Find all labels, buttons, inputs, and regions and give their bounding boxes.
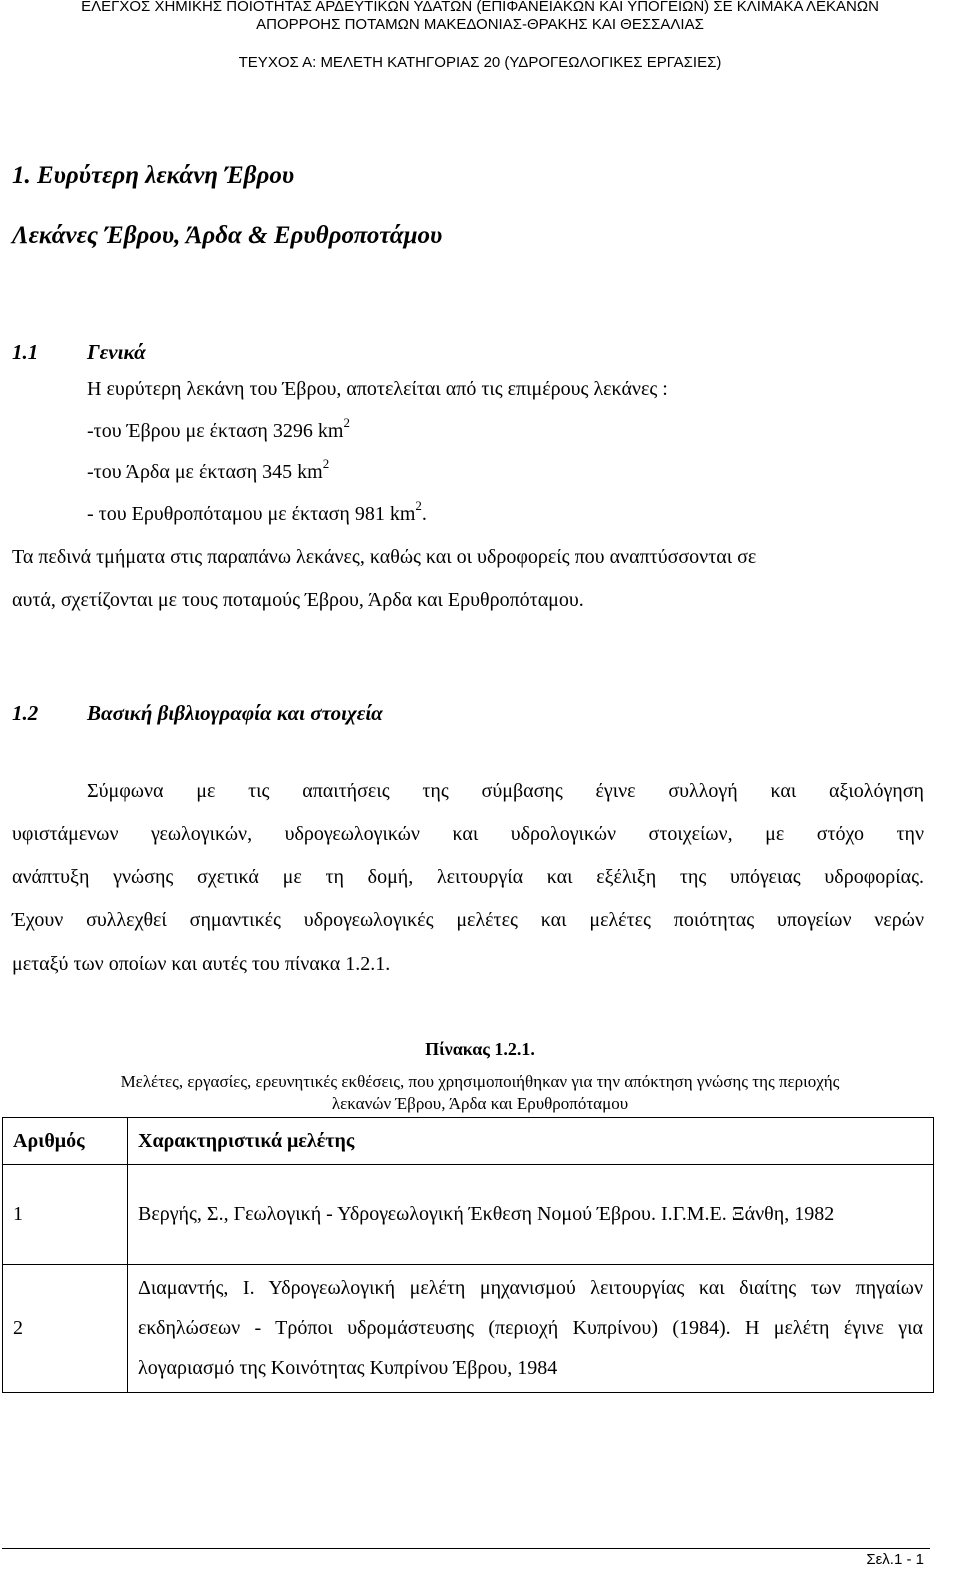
section-1-2-line-5: μεταξύ των οποίων και αυτές του πίνακα 1.2.1. [12,953,391,975]
section-1-2-number: 1.2 [12,701,39,725]
section-1-2-line-1: Σύμφωνα με τις απαιτήσεις της σύμβασης έγινε συλλογή και αξιολόγηση [87,780,924,802]
section-1-1-number: 1.1 [12,340,39,364]
column-header-description: Χαρακτηριστικά μελέτης [128,1118,934,1165]
row-description: Διαμαντής, Ι. Υδρογεωλογική μελέτη μηχανισμού λειτουργίας και διαίτης των πηγαίων εκδηλώσεων - Τρόποι υδρομάστευσης (περιοχή Κυπρίνου) (1984). Η μελέτη έγινε για λογαριασμό της Κοινότητας Κυπρίνου Έβρου, 1984 [128,1265,934,1393]
basin-evros: -του Έβρου με έκταση 3296 $km^2$ [87,415,350,442]
section-1-1-title: Γενικά [87,340,146,364]
table-header-row [3,1118,934,1165]
table-row [3,1165,934,1265]
section-1-2-line-3: ανάπτυξη γνώσης σχετικά με τη δομή, λειτουργία και εξέλιξη της υπόγειας υδροφορίας. [12,866,924,888]
row-number: 1 [3,1165,128,1265]
section-1-1-intro: Η ευρύτερη λεκάνη του Έβρου, αποτελείται από τις επιμέρους λεκάνες : [87,378,668,400]
section-1-1-para-line-2: αυτά, σχετίζονται με τους ποταμούς Έβρου, Άρδα και Ερυθροπόταμου. [12,589,584,611]
footer-rule [2,1548,930,1549]
basin-arda: -του Άρδα με έκταση 345 $km^2$ [87,456,330,483]
column-header-number: Αριθμός [3,1118,128,1165]
basin-erythropotamos: - του Ερυθροπόταμου με έκταση 981 $km^2$. [87,498,427,525]
table-caption-line-1: Μελέτες, εργασίες, ερευνητικές εκθέσεις, που χρησιμοποιήθηκαν για την απόκτηση γνώσης της περιοχής [120,1072,840,1091]
page-number: Σελ.1 - 1 [866,1551,924,1568]
section-1-1-para-line-1: Τα πεδινά τμήματα στις παραπάνω λεκάνες, καθώς και οι υδροφορείς που αναπτύσσονται σε [12,546,757,568]
header-line-2: ΑΠΟΡΡΟΗΣ ΠΟΤΑΜΩΝ ΜΑΚΕΔΟΝΙΑΣ-ΘΡΑΚΗΣ ΚΑΙ ΘΕΣΣΑΛΙΑΣ [256,16,704,33]
references-table [2,1117,934,1393]
row-description: Βεργής, Σ., Γεωλογική - Υδρογεωλογική Έκθεση Νομού Έβρου. Ι.Γ.Μ.Ε. Ξάνθη, 1982 [128,1165,934,1265]
table-row [3,1265,934,1393]
header-line-3: ΤΕΥΧΟΣ Α: ΜΕΛΕΤΗ ΚΑΤΗΓΟΡΙΑΣ 20 (ΥΔΡΟΓΕΩΛΟΓΙΚΕΣ ΕΡΓΑΣΙΕΣ) [238,54,722,71]
section-1-2-line-4: Έχουν συλλεχθεί σημαντικές υδρογεωλογικές μελέτες και μελέτες ποιότητας υπογείων νερών [12,909,924,931]
row-number: 2 [3,1265,128,1393]
header-line-1: ΕΛΕΓΧΟΣ ΧΗΜΙΚΗΣ ΠΟΙΟΤΗΤΑΣ ΑΡΔΕΥΤΙΚΩΝ ΥΔΑΤΩΝ (ΕΠΙΦΑΝΕΙΑΚΩΝ ΚΑΙ ΥΠΟΓΕΙΩΝ) ΣΕ ΚΛΙΜΑΚΑ ΛΕΚΑΝΩΝ [81,0,879,15]
chapter-subtitle: Λεκάνες Έβρου, Άρδα & Ερυθροποτάμου [12,222,443,249]
section-1-2-line-2: υφιστάμενων γεωλογικών, υδρογεωλογικών και υδρολογικών στοιχείων, με στόχο την [12,823,924,845]
section-1-2-title: Βασική βιβλιογραφία και στοιχεία [87,701,383,725]
table-label: Πίνακας 1.2.1. [425,1039,535,1059]
chapter-title: 1. Ευρύτερη λεκάνη Έβρου [12,162,295,189]
table-caption-line-2: λεκανών Έβρου, Άρδα και Ερυθροπόταμου [331,1094,629,1113]
